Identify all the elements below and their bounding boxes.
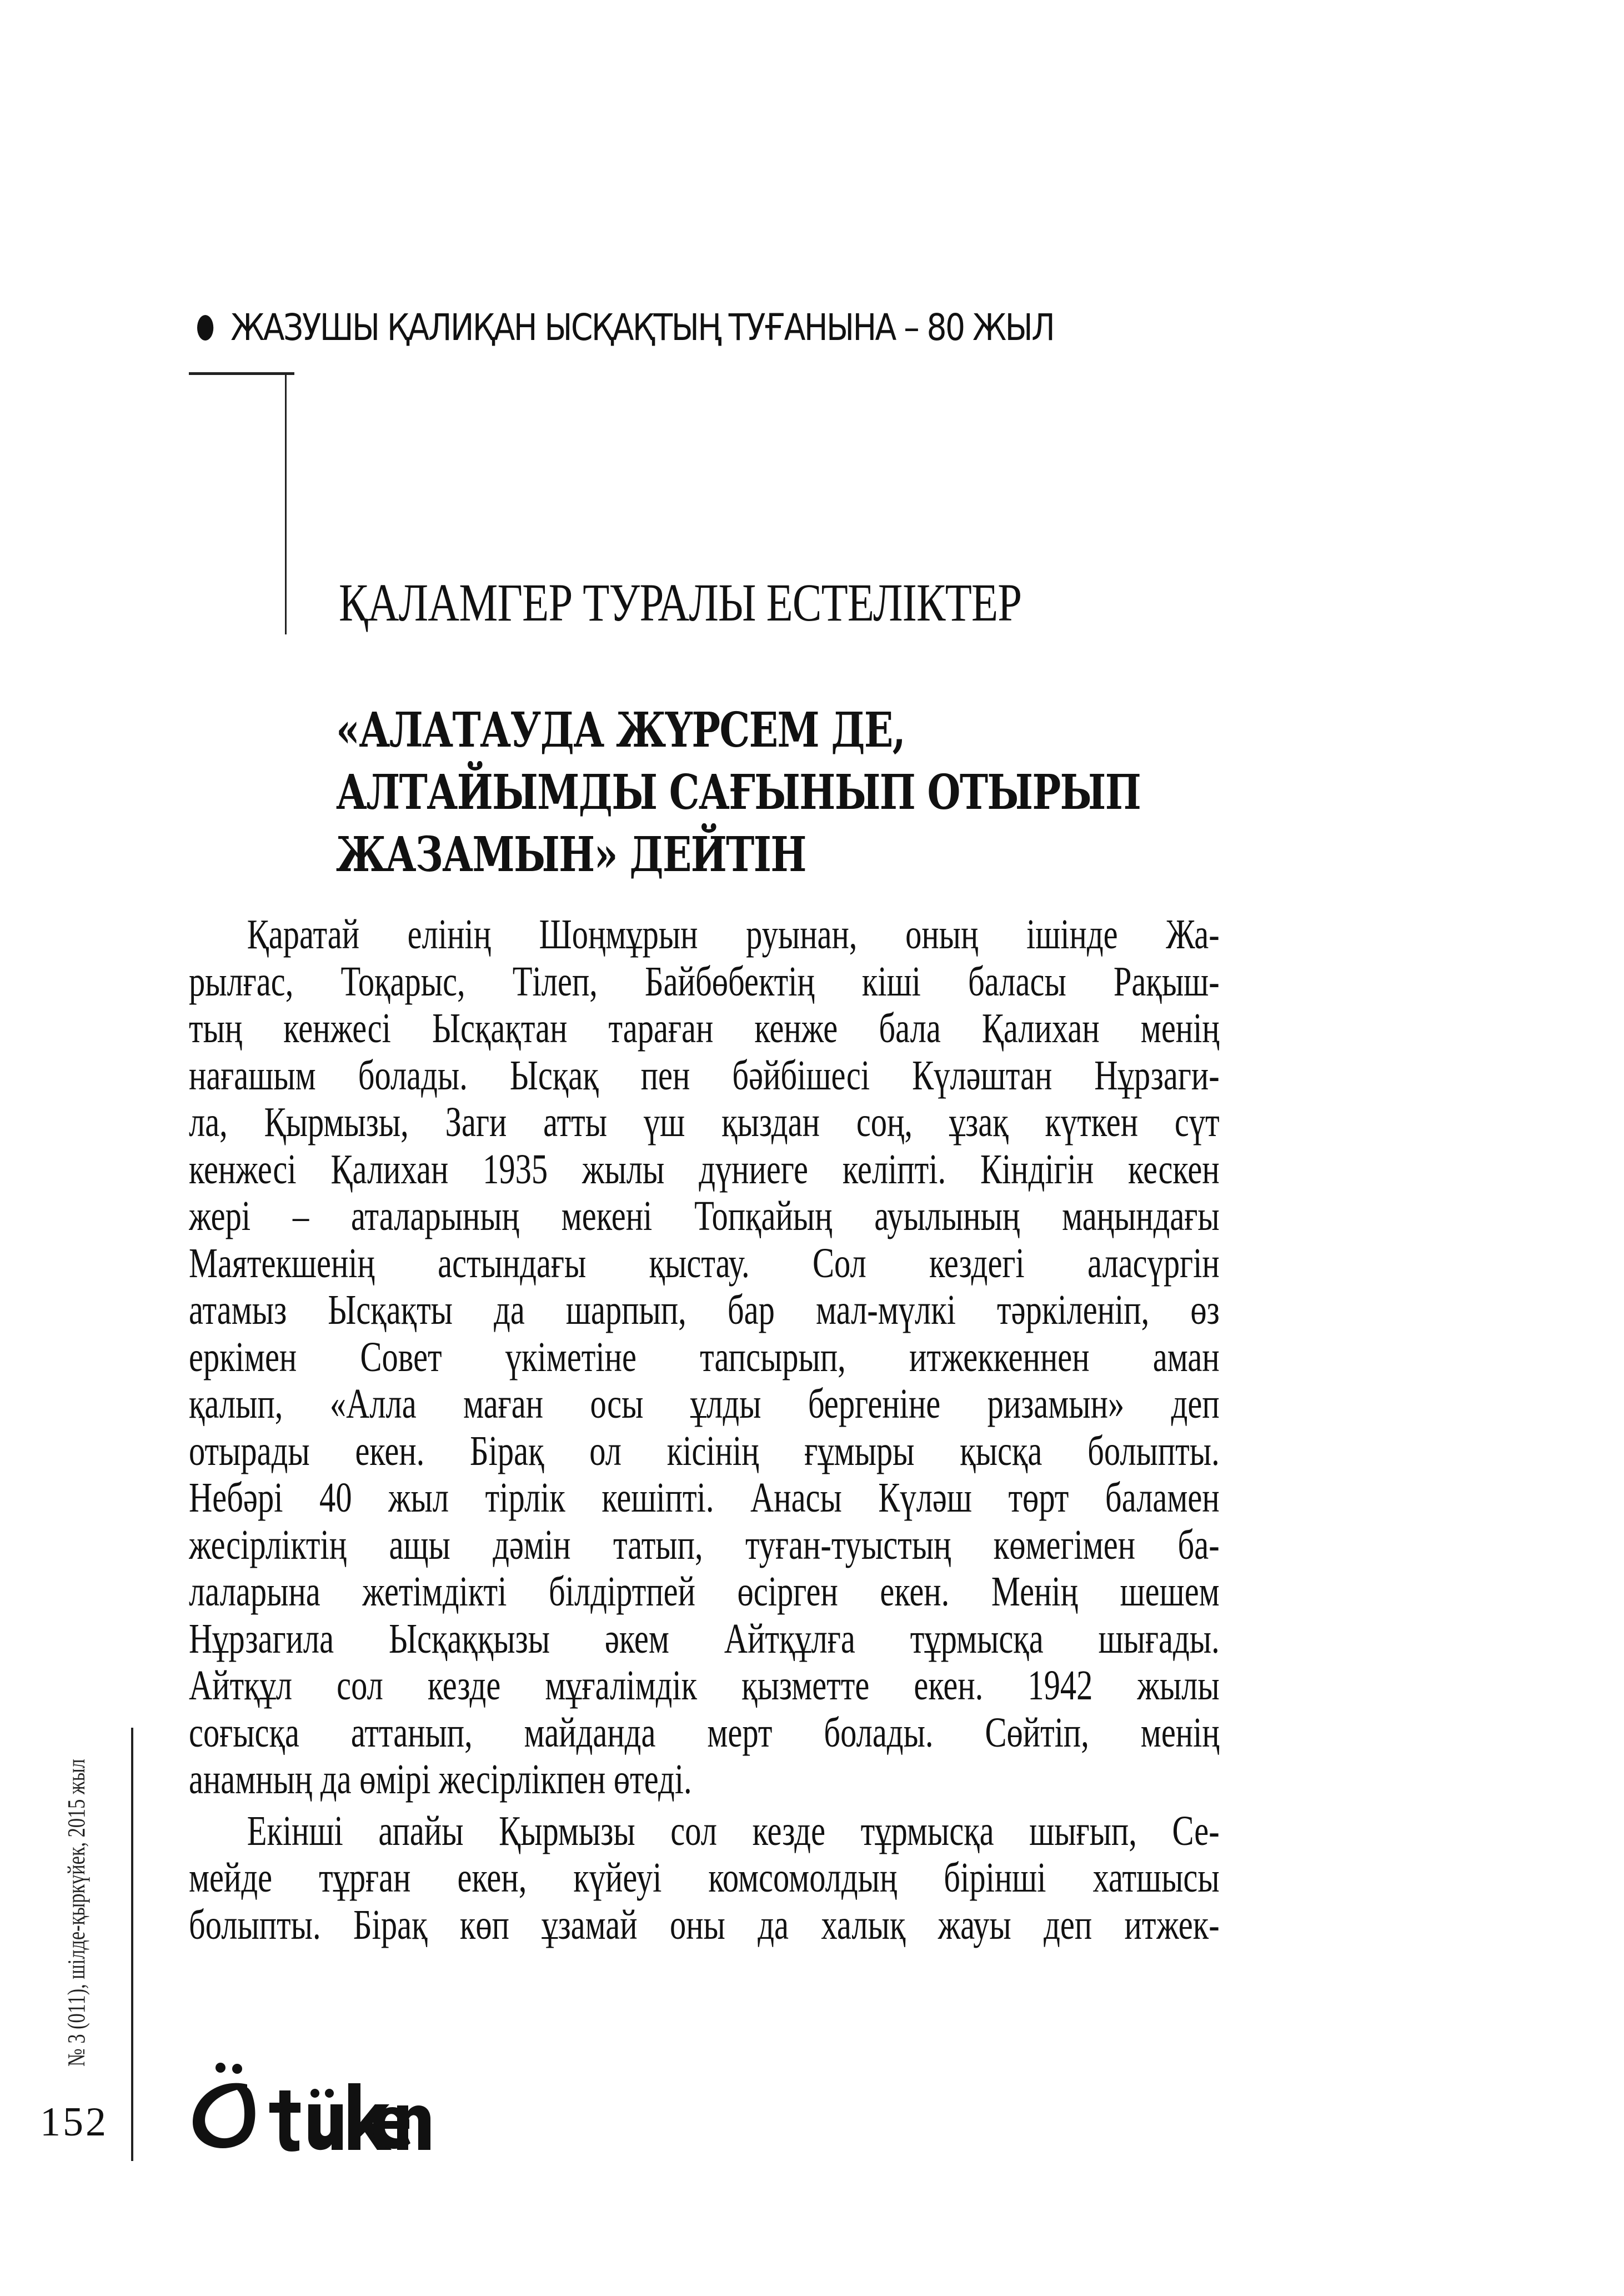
section-label: ҚАЛАМГЕР ТУРАЛЫ ЕСТЕЛІКТЕР (339, 573, 1022, 632)
body-line: жесірліктің ащы дәмін татып, туған-туыстың көмегімен ба- (189, 1521, 1220, 1568)
body-line: Маятекшенің астындағы қыстау. Сол кездегі аласүргін (189, 1239, 1220, 1287)
body-line: Айтқұл сол кезде мұғалімдік қызметте екен. 1942 жылы (189, 1662, 1220, 1709)
body-line: Екінші апайы Қырмызы сол кезде тұрмысқа шығып, Се- (247, 1807, 1220, 1854)
kicker-text: ЖАЗУШЫ ҚАЛИҚАН ЫСҚАҚТЫҢ ТУҒАНЫНА – 80 ЖЫЛ (230, 306, 1054, 349)
issue-info: № 3 (011), шілде-қыркүйек, 2015 жыл (63, 1759, 90, 2067)
body-line: Қаратай елінің Шоңмұрын руынан, оның ішінде Жа- (247, 911, 1220, 958)
page-number: 152 (40, 2099, 108, 2145)
body-line: тың кенжесі Ысқақтан тараған кенже бала Қалихан менің (189, 1005, 1220, 1052)
body-line: жері – аталарының мекені Топқайың ауылының маңындағы (189, 1193, 1220, 1239)
article-body (189, 911, 1220, 1948)
bullet-icon (197, 315, 213, 341)
body-line: нағашым болады. Ысқақ пен бәйбішесі Күләштан Нұрзаги- (189, 1052, 1220, 1099)
body-line: отырады екен. Бірақ ол кісінің ғұмыры қысқа болыпты. (189, 1427, 1220, 1474)
body-line: атамыз Ысқақты да шарпып, бар мал-мүлкі тәркіленіп, өз (189, 1287, 1220, 1333)
decorative-rule-horizontal (189, 372, 294, 375)
body-line: Небәрі 40 жыл тірлік кешіпті. Анасы Күләш төрт баламен (189, 1474, 1220, 1521)
title-line: «АЛАТАУДА ЖҮРСЕМ ДЕ, (336, 702, 905, 758)
footer-rule (131, 1728, 133, 2161)
body-line: рылғас, Тоқарыс, Тілеп, Байбөбектің кіші баласы Рақыш- (189, 958, 1220, 1005)
body-line: ла, Қырмызы, Заги атты үш қыздан соң, ұзақ күткен сүт (189, 1099, 1220, 1146)
decorative-rule-vertical (285, 373, 287, 634)
paragraph-gap (189, 1803, 1220, 1808)
body-line: еркімен Совет үкіметіне тапсырып, итжеккеннен аман (189, 1333, 1220, 1380)
body-line: анамның да өмірі жесірлікпен өтеді. (189, 1756, 692, 1803)
body-line: мейде тұрған екен, күйеуі комсомолдың бірінші хатшысы (189, 1854, 1220, 1901)
body-line: кенжесі Қалихан 1935 жылы дүниеге келіпті. Кіндігін кескен (189, 1146, 1220, 1193)
publisher-logo (186, 2050, 430, 2161)
section-kicker (197, 303, 1054, 353)
body-line: соғысқа аттанып, майданда мерт болады. Сөйтіп, менің (189, 1709, 1220, 1756)
body-line: қалып, «Алла маған осы ұлды бергеніне ризамын» деп (189, 1380, 1220, 1427)
title-line: АЛТАЙЫМДЫ САҒЫНЫП ОТЫРЫП (336, 764, 1141, 821)
article-title (336, 703, 1447, 892)
body-line: болыпты. Бірақ көп ұзамай оны да халық жауы деп итжек- (189, 1901, 1220, 1948)
title-line: ЖАЗАМЫН» ДЕЙТІН (336, 827, 806, 883)
body-line: лаларына жетімдікті білдіртпей өсірген екен. Менің шешем (189, 1568, 1220, 1615)
body-line: Нұрзагила Ысқаққызы әкем Айтқұлға тұрмысқа шығады. (189, 1615, 1220, 1662)
